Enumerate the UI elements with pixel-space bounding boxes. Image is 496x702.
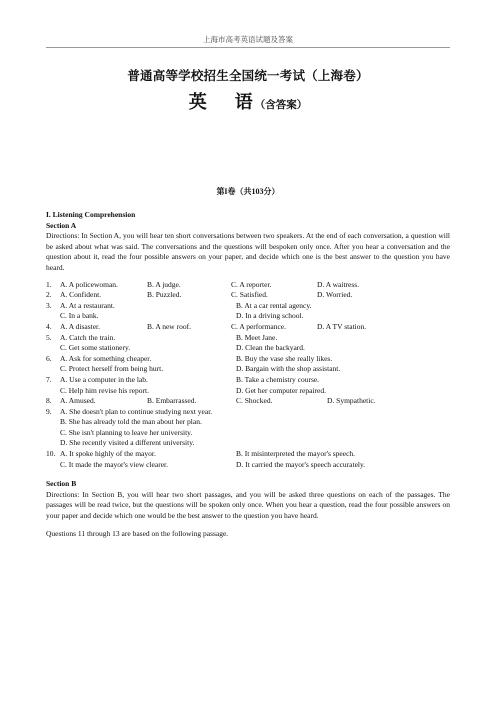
question-number: 3. [46, 300, 52, 310]
answer-option: C. She isn't planning to leave her university. [60, 427, 193, 437]
answer-option: D. Sympathetic. [327, 396, 376, 406]
exam-content [46, 210, 450, 539]
question-line [46, 301, 450, 312]
answer-option: C. A reporter. [231, 279, 272, 289]
answer-option: C. Help him revise his report. [60, 385, 149, 395]
question-line [46, 396, 450, 407]
answer-option: B. Embarrassed. [147, 396, 197, 406]
running-header: 上海市高考英语试题及答案 [203, 35, 293, 44]
answer-option: D. In a driving school. [236, 311, 304, 321]
question-line [46, 333, 450, 344]
answer-option: A. Amused. [60, 396, 96, 406]
answer-option: B. Meet Jane. [236, 332, 278, 342]
answer-option: C. Protect herself from being hurt. [60, 364, 164, 374]
question-number: 8. [46, 396, 52, 406]
section-b-heading: Section B [46, 479, 77, 489]
answer-option: D. A waitress. [317, 279, 360, 289]
question-number: 1. [46, 279, 52, 289]
subtitle-char-1: 英 [188, 92, 209, 112]
exam-title: 普通高等学校招生全国统一考试（上海卷） [127, 69, 369, 83]
answer-option: A. Confident. [60, 290, 102, 300]
answer-option: D. It carried the mayor's speech accurately. [236, 459, 366, 469]
answer-option: C. Shocked. [236, 396, 273, 406]
directions-a: Directions: In Section A, you will hear ten short conversations between two speakers. At the end of each conversation, a question will be asked about what was said. The conversations and the questions will bespoken only once. After you hear a conversation and the question about it, read the four possible answers on your paper, and decide which one is the best answer to the question you have heard. [46, 231, 450, 272]
answer-option: B. At a car rental agency. [236, 300, 312, 310]
answer-option: B. A new roof. [147, 321, 191, 331]
subtitle-note: （含答案） [254, 100, 308, 111]
answer-option: A. At a restaurant. [60, 300, 115, 310]
question-line [46, 354, 450, 365]
question-number: 7. [46, 374, 52, 384]
exam-subtitle [0, 88, 496, 114]
answer-option: D. Bargain with the shop assistant. [236, 364, 341, 374]
question-number: 5. [46, 332, 52, 342]
question-line [46, 460, 450, 471]
subtitle-char-2: 语 [234, 92, 255, 112]
answer-option: C. It made the mayor's view clearer. [60, 459, 168, 469]
header-divider [46, 47, 450, 48]
question-number: 10. [46, 449, 56, 459]
answer-option: A. A disaster. [60, 321, 101, 331]
answer-option: C. Get some stationery. [60, 343, 131, 353]
question-line [46, 407, 450, 418]
answer-option: B. A judge. [147, 279, 181, 289]
answer-option: C. A performance. [231, 321, 286, 331]
question-line [46, 280, 450, 291]
passage-note: Questions 11 through 13 are based on the following passage. [46, 528, 229, 538]
answer-option: A. Ask for something cheaper. [60, 353, 152, 363]
question-line [46, 364, 450, 375]
answer-option: C. In a bank. [60, 311, 99, 321]
answer-option: C. Satisfied. [231, 290, 268, 300]
answer-option: D. A TV station. [317, 321, 367, 331]
part-title: 第I卷（共103分） [216, 187, 280, 196]
question-line [46, 428, 450, 439]
question-line [46, 375, 450, 386]
answer-option: A. Catch the train. [60, 332, 116, 342]
question-line [46, 417, 450, 428]
question-number: 9. [46, 406, 52, 416]
question-line [46, 290, 450, 301]
answer-option: B. Buy the vase she really likes. [236, 353, 333, 363]
question-number: 4. [46, 321, 52, 331]
answer-option: B. She has already told the man about her plan. [60, 417, 202, 427]
answer-option: A. A policewoman. [60, 279, 118, 289]
answer-option: D. Get her computer repaired. [236, 385, 326, 395]
question-line [46, 311, 450, 322]
directions-b: Directions: In Section B, you will hear two short passages, and you will be asked three questions on each of the passages. The passages will be read twice, but the questions will be spoken only once. When you hear a question, read the four possible answers on your paper and decide which one would be the best answer to the question you have heard. [46, 489, 450, 521]
section-a-heading: Section A [46, 220, 77, 230]
question-number: 2. [46, 290, 52, 300]
answer-option: D. She recently visited a different university. [60, 438, 195, 448]
question-line [46, 438, 450, 449]
section-heading: I. Listening Comprehension [46, 210, 136, 219]
answer-option: A. Use a computer in the lab. [60, 374, 148, 384]
answer-option: A. She doesn't plan to continue studying next year. [60, 406, 213, 416]
question-line [46, 343, 450, 354]
answer-option: D. Worried. [317, 290, 353, 300]
question-line [46, 386, 450, 397]
answer-option: B. It misinterpreted the mayor's speech. [236, 449, 356, 459]
question-list [46, 280, 450, 471]
question-line [46, 322, 450, 333]
answer-option: A. It spoke highly of the mayor. [60, 449, 156, 459]
question-line [46, 449, 450, 460]
answer-option: D. Clean the backyard. [236, 343, 305, 353]
answer-option: B. Take a chemistry course. [236, 374, 320, 384]
question-number: 6. [46, 353, 52, 363]
answer-option: B. Puzzled. [147, 290, 182, 300]
